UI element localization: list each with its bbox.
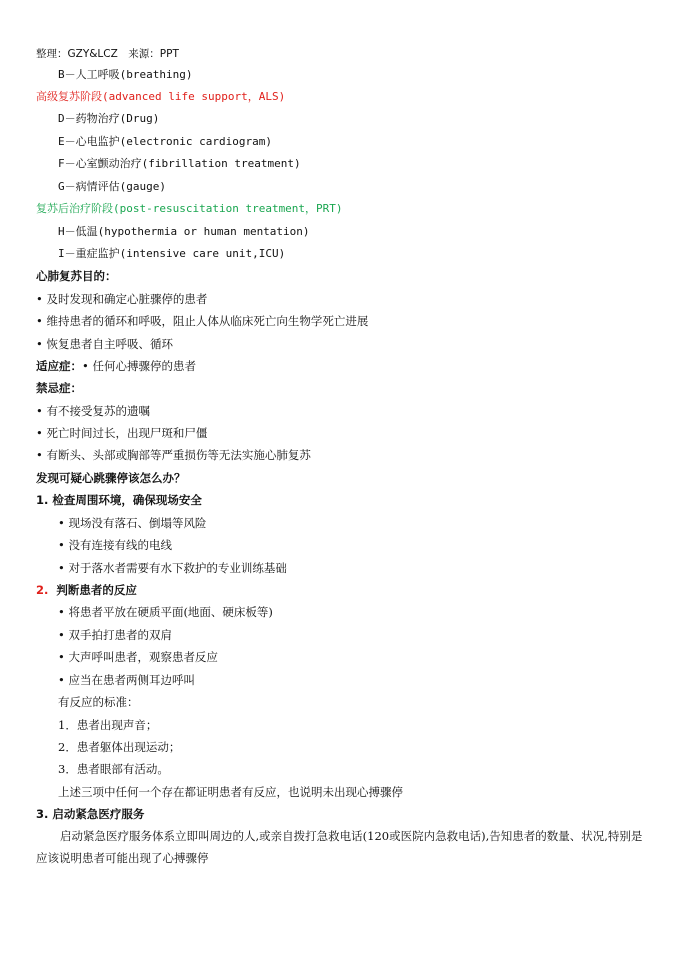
- criteria-item: 2．患者躯体出现运动；: [58, 740, 181, 754]
- contraindication-item: • 有不接受复苏的遗嘱: [36, 404, 150, 418]
- prt-item-hypothermia: H－低温(hypothermia or human mentation): [58, 225, 310, 238]
- als-item-drug: D－药物治疗(Drug): [58, 112, 160, 125]
- step1-item: • 对于落水者需要有水下救护的专业训练基础: [58, 561, 287, 575]
- page-header: 整理：GZY&LCZ 来源：PPT: [36, 48, 179, 60]
- prt-title: 复苏后治疗阶段(post-resuscitation treatment，PRT): [36, 202, 343, 215]
- criteria-note: 上述三项中任何一个存在都证明患者有反应，也说明未出现心搏骤停: [58, 785, 403, 799]
- indication-text: • 任何心搏骤停的患者: [82, 359, 196, 373]
- step2-item: • 双手拍打患者的双肩: [58, 628, 172, 642]
- als-item-gauge: G－病情评估(gauge): [58, 180, 166, 193]
- step2-title: 判断患者的反应: [56, 583, 137, 597]
- step2-item: • 应当在患者两侧耳边呼叫: [58, 673, 195, 687]
- criteria-item: 1．患者出现声音；: [58, 718, 158, 732]
- als-item-fibrillation: F－心室颤动治疗(fibrillation treatment): [58, 157, 301, 170]
- criteria-title: 有反应的标准：: [58, 695, 139, 709]
- contraindication-item: • 死亡时间过长，出现尸斑和尸僵: [36, 426, 208, 440]
- purpose-item: • 维持患者的循环和呼吸，阻止人体从临床死亡向生物学死亡进展: [36, 314, 369, 328]
- step2-number: 2.: [36, 583, 49, 597]
- indication-row: [36, 359, 196, 373]
- contraindication-title: 禁忌症：: [36, 381, 82, 395]
- indication-label: 适应症：: [36, 359, 82, 373]
- als-title: 高级复苏阶段(advanced life support，ALS): [36, 90, 286, 103]
- criteria-item: 3．患者眼部有活动。: [58, 762, 169, 776]
- step3-title: 3. 启动紧急医疗服务: [36, 807, 145, 821]
- purpose-item: • 及时发现和确定心脏骤停的患者: [36, 292, 208, 306]
- step2-item: • 将患者平放在硬质平面(地面、硬床板等): [58, 605, 273, 619]
- step1-item: • 现场没有落石、倒塌等风险: [58, 516, 207, 530]
- step1-item: • 没有连接有线的电线: [58, 538, 172, 552]
- item-breathing: B－人工呼吸(breathing): [58, 68, 193, 81]
- contraindication-item: • 有断头、头部或胸部等严重损伤等无法实施心肺复苏: [36, 448, 311, 462]
- prt-item-icu: I－重症监护(intensive care unit,ICU): [58, 247, 286, 260]
- question-heading: 发现可疑心跳骤停该怎么办？: [36, 471, 186, 485]
- purpose-item: • 恢复患者自主呼吸、循环: [36, 337, 173, 351]
- als-item-ecg: E－心电监护(electronic cardiogram): [58, 135, 272, 148]
- step2-item: • 大声呼叫患者，观察患者反应: [58, 650, 218, 664]
- step3-paragraph: 启动紧急医疗服务体系立即叫周边的人,或亲自拨打急救电话(120或医院内急救电话),告知患者的数量、状况,特别是应该说明患者可能出现了心搏骤停: [36, 829, 643, 865]
- purpose-title: 心肺复苏目的：: [36, 269, 117, 283]
- step2-title-row: [36, 583, 137, 597]
- step1-title: 1. 检查周围环境，确保现场安全: [36, 493, 202, 507]
